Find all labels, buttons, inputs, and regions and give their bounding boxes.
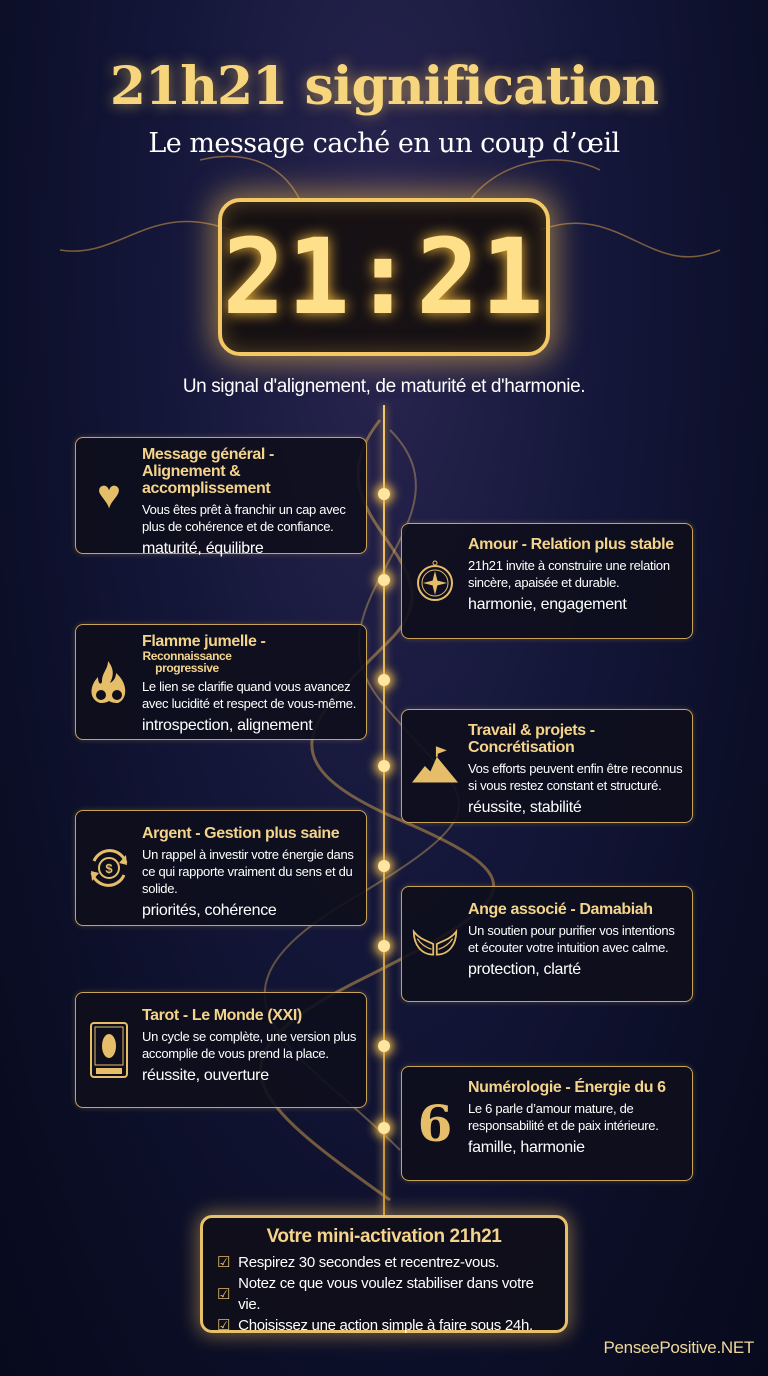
card-title: Travail & projets - Concrétisation xyxy=(468,722,595,756)
activation-item-text: Choisissez une action simple à faire sous 24h. xyxy=(238,1317,533,1334)
card-flamme-jumelle xyxy=(75,624,367,740)
timeline-dot xyxy=(378,574,390,586)
card-argent xyxy=(75,810,367,926)
mini-activation-box xyxy=(200,1215,568,1333)
activation-item-text: Notez ce que vous voulez stabiliser dans votre vie. xyxy=(238,1275,534,1313)
angel-wings-icon xyxy=(412,921,458,967)
timeline-dot xyxy=(378,940,390,952)
card-title: Message général - Alignement & accomplissement xyxy=(142,446,274,497)
page-title: 21h21 signification xyxy=(109,56,659,117)
checkbox-checked-icon: ☑ xyxy=(217,1317,231,1334)
card-title xyxy=(142,633,358,674)
card-tarot xyxy=(75,992,367,1108)
activation-item xyxy=(217,1315,551,1336)
card-message-general xyxy=(75,437,367,557)
timeline-dot xyxy=(378,1122,390,1134)
digital-clock xyxy=(218,198,550,356)
card-numerologie xyxy=(401,1066,693,1181)
card-title: Amour - Relation plus stable xyxy=(468,536,674,553)
card-keywords: introspection, alignement xyxy=(142,717,313,734)
clock-caption: Un signal d'alignement, de maturité et d'harmonie. xyxy=(182,376,586,397)
card-title: Tarot - Le Monde (XXI) xyxy=(142,1007,302,1024)
card-keywords: harmonie, engagement xyxy=(468,596,627,613)
timeline-dot xyxy=(378,760,390,772)
tarot-card-icon xyxy=(86,1027,132,1073)
timeline-line xyxy=(383,405,385,1215)
card-text: Le lien se clarifie quand vous avancez avec lucidité et respect de vous-même. xyxy=(142,679,357,711)
activation-item-text: Respirez 30 secondes et recentrez-vous. xyxy=(238,1254,500,1271)
site-watermark: PenseePositive.NET xyxy=(603,1338,754,1357)
card-keywords: famille, harmonie xyxy=(468,1139,585,1156)
card-ange xyxy=(401,886,693,1002)
card-title-main: Flamme jumelle - xyxy=(142,633,266,650)
timeline-dot xyxy=(378,1040,390,1052)
timeline-dot xyxy=(378,860,390,872)
timeline-dot xyxy=(378,488,390,500)
activation-item xyxy=(217,1252,551,1273)
card-title: Ange associé - Damabiah xyxy=(468,901,653,918)
card-text: Vos efforts peuvent enfin être reconnus si vous restez constant et structuré. xyxy=(468,761,683,793)
card-text: Le 6 parle d’amour mature, de responsabilité et de paix intérieure. xyxy=(468,1101,659,1133)
mountain-flag-icon xyxy=(412,743,458,789)
card-keywords: réussite, ouverture xyxy=(142,1067,269,1084)
card-title: Numérologie - Énergie du 6 xyxy=(468,1079,666,1096)
timeline-dot xyxy=(378,674,390,686)
card-keywords: réussite, stabilité xyxy=(468,799,582,816)
activation-title: Votre mini-activation 21h21 xyxy=(266,1226,502,1247)
card-title: Argent - Gestion plus saine xyxy=(142,825,340,842)
number-six-icon: 6 xyxy=(417,1094,453,1153)
card-keywords: protection, clarté xyxy=(468,961,581,978)
card-text: Un rappel à investir votre énergie dans ce qui rapporte vraiment du sens et du solide. xyxy=(142,847,354,896)
money-cycle-icon xyxy=(86,845,132,891)
card-text: Vous êtes prêt à franchir un cap avec plus de cohérence et de confiance. xyxy=(142,502,346,534)
heart-icon: ♥ xyxy=(97,473,121,517)
checkbox-checked-icon: ☑ xyxy=(217,1285,231,1303)
compass-icon xyxy=(412,558,458,604)
card-text: Un cycle se complète, une version plus accomplie de vous prend la place. xyxy=(142,1029,357,1061)
card-text: Un soutien pour purifier vos intentions et écouter votre intuition avec calme. xyxy=(468,923,675,955)
card-title-small: Reconnaissance progressive xyxy=(142,649,232,675)
svg-text:$: $ xyxy=(105,861,113,876)
flame-icon xyxy=(86,659,132,705)
page-subtitle: Le message caché en un coup d’œil xyxy=(148,128,620,159)
card-amour xyxy=(401,523,693,639)
card-keywords: maturité, équilibre xyxy=(142,540,264,557)
checkbox-checked-icon: ☑ xyxy=(217,1254,231,1271)
card-keywords: priorités, cohérence xyxy=(142,902,277,919)
card-text: 21h21 invite à construire une relation sincère, apaisée et durable. xyxy=(468,558,670,590)
activation-item xyxy=(217,1273,551,1315)
clock-time: 21:21 xyxy=(222,216,546,338)
card-travail xyxy=(401,709,693,823)
